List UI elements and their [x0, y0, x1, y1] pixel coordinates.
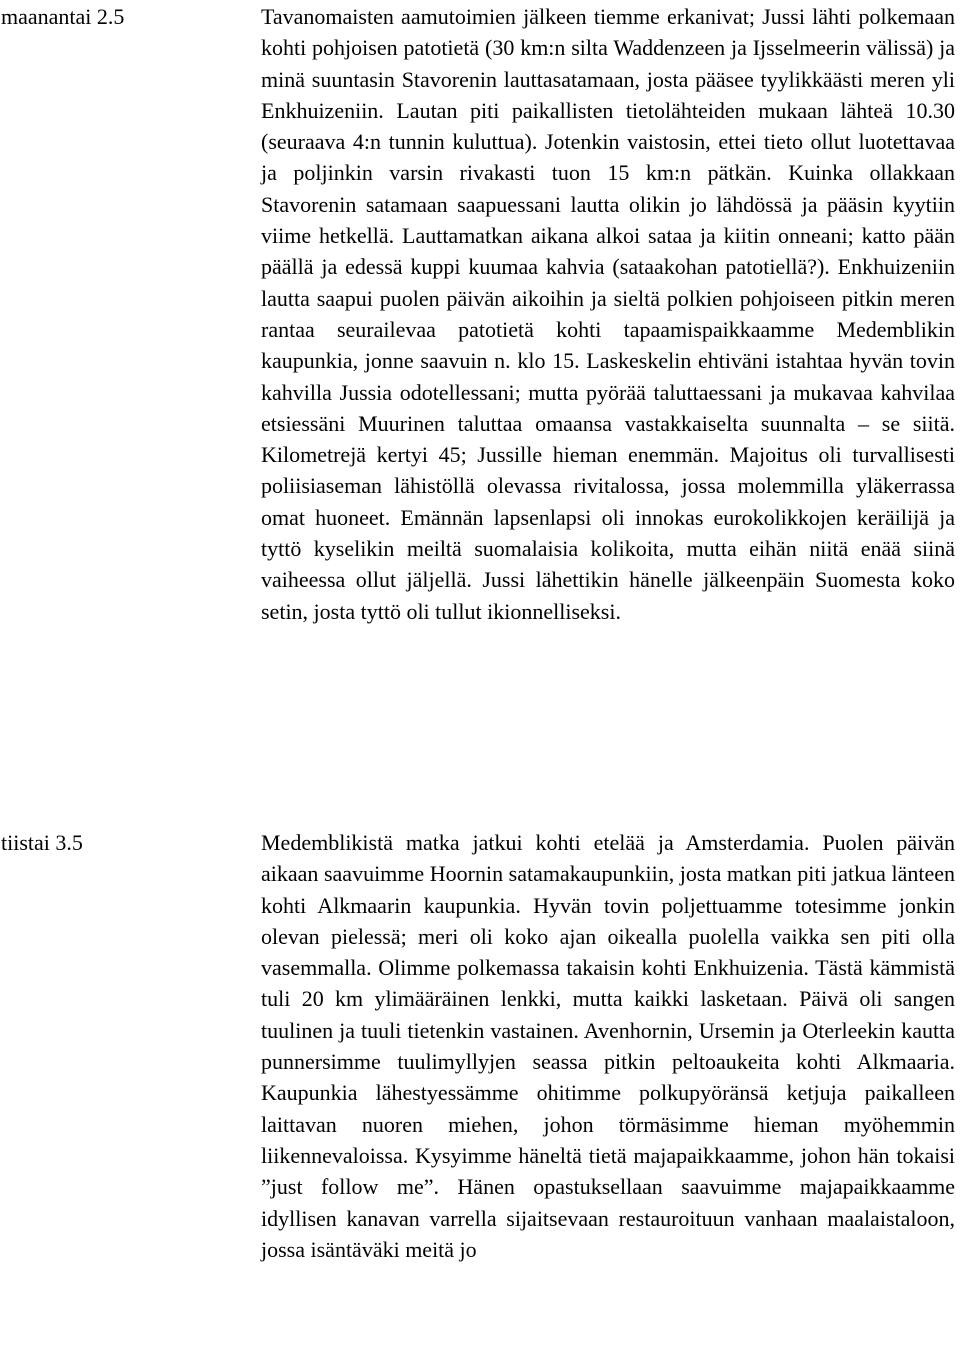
entry-text: Tavanomaisten aamutoimien jälkeen tiemme erkanivat; Jussi lähti polkemaan kohti pohjoisen patotietä (30 km:n silta Waddenzeen ja Ijsselmeerin välissä) ja minä suuntasin Stavorenin lauttasatamaan, josta pääsee tyylikkäästi meren yli Enkhuizeniin. Lautan piti paikallisten tietolähteiden mukaan lähteä 10.30 (seuraava 4:n tunnin kuluttua). Jotenkin vaistosin, ettei tieto ollut luotettavaa ja poljinkin varsin rivakasti tuon 15 km:n pätkän. Kuinka ollakkaan Stavorenin satamaan saapuessani lautta olikin jo lähdössä ja pääsin kyytiin viime hetkellä. Lauttamatkan aikana alkoi sataa ja kiitin onneani; katto pään päällä ja edessä kuppi kuumaa kahvia (sataakohan patotiellä?). Enkhuizeniin lautta saapui puolen päivän aikoihin ja sieltä polkien pohjoiseen pitkin meren rantaa seurailevaa patotietä kohti tapaamispaikkaamme Medemblikin kaupunkia, jonne saavuin n. klo 15. Laskeskelin ehtiväni istahtaa hyvän tovin kahvilla Jussia odotellessani; mutta pyörää taluttaessani ja mukavaa kahvilaa etsiessäni Muurinen taluttaa omaansa vastakkaiselta suunnalta – se siitä. Kilometrejä kertyi 45; Jussille hieman enemmän. Majoitus oli turvallisesti poliisiaseman lähistöllä olevassa rivitalossa, jossa molemmilla yläkerrassa omat huoneet. Emännän lapsenlapsi oli innokas eurokolikkojen keräilijä ja tyttö kyselikin meiltä suomalaisia kolikoita, mutta eihän niitä enää siinä vaiheessa ollut jäljellä. Jussi lähettikin hänelle jälkeenpäin Suomesta koko setin, josta tyttö oli tullut ikionnelliseksi.	[261, 4, 955, 624]
entry-date: tiistai 3.5	[1, 830, 83, 855]
entry-date: maanantai 2.5	[1, 4, 125, 29]
entry-text: Medemblikistä matka jatkui kohti etelää ja Amsterdamia. Puolen päivän aikaan saavuimme Hoornin satamakaupunkiin, josta matkan piti jatkua länteen kohti Alkmaarin kaupunkia. Hyvän tovin poljettuamme totesimme jonkin olevan pielessä; meri oli koko ajan oikealla puolella vaikka sen piti olla vasemmalla. Olimme polkemassa takaisin kohti Enkhuizenia. Tästä kämmistä tuli 20 km ylimääräinen lenkki, mutta kaikki lasketaan. Päivä oli sangen tuulinen ja tuuli tietenkin vastainen. Avenhornin, Ursemin ja Oterleekin kautta punnersimme tuulimyllyjen seassa pitkin peltoaukeita kohti Alkmaaria. Kaupunkia lähestyessämme ohitimme polkupyöränsä ketjuja paikalleen laittavan nuoren miehen, johon törmäsimme hieman myöhemmin liikennevaloissa. Kysyimme häneltä tietä majapaikkaamme, johon hän tokaisi ”just follow me”. Hänen opastuksellaan saavuimme majapaikkaamme idyllisen kanavan varrella sijaitsevaan restauroituun vanhaan maalaistaloon, jossa isäntäväki meitä jo	[261, 830, 955, 1262]
